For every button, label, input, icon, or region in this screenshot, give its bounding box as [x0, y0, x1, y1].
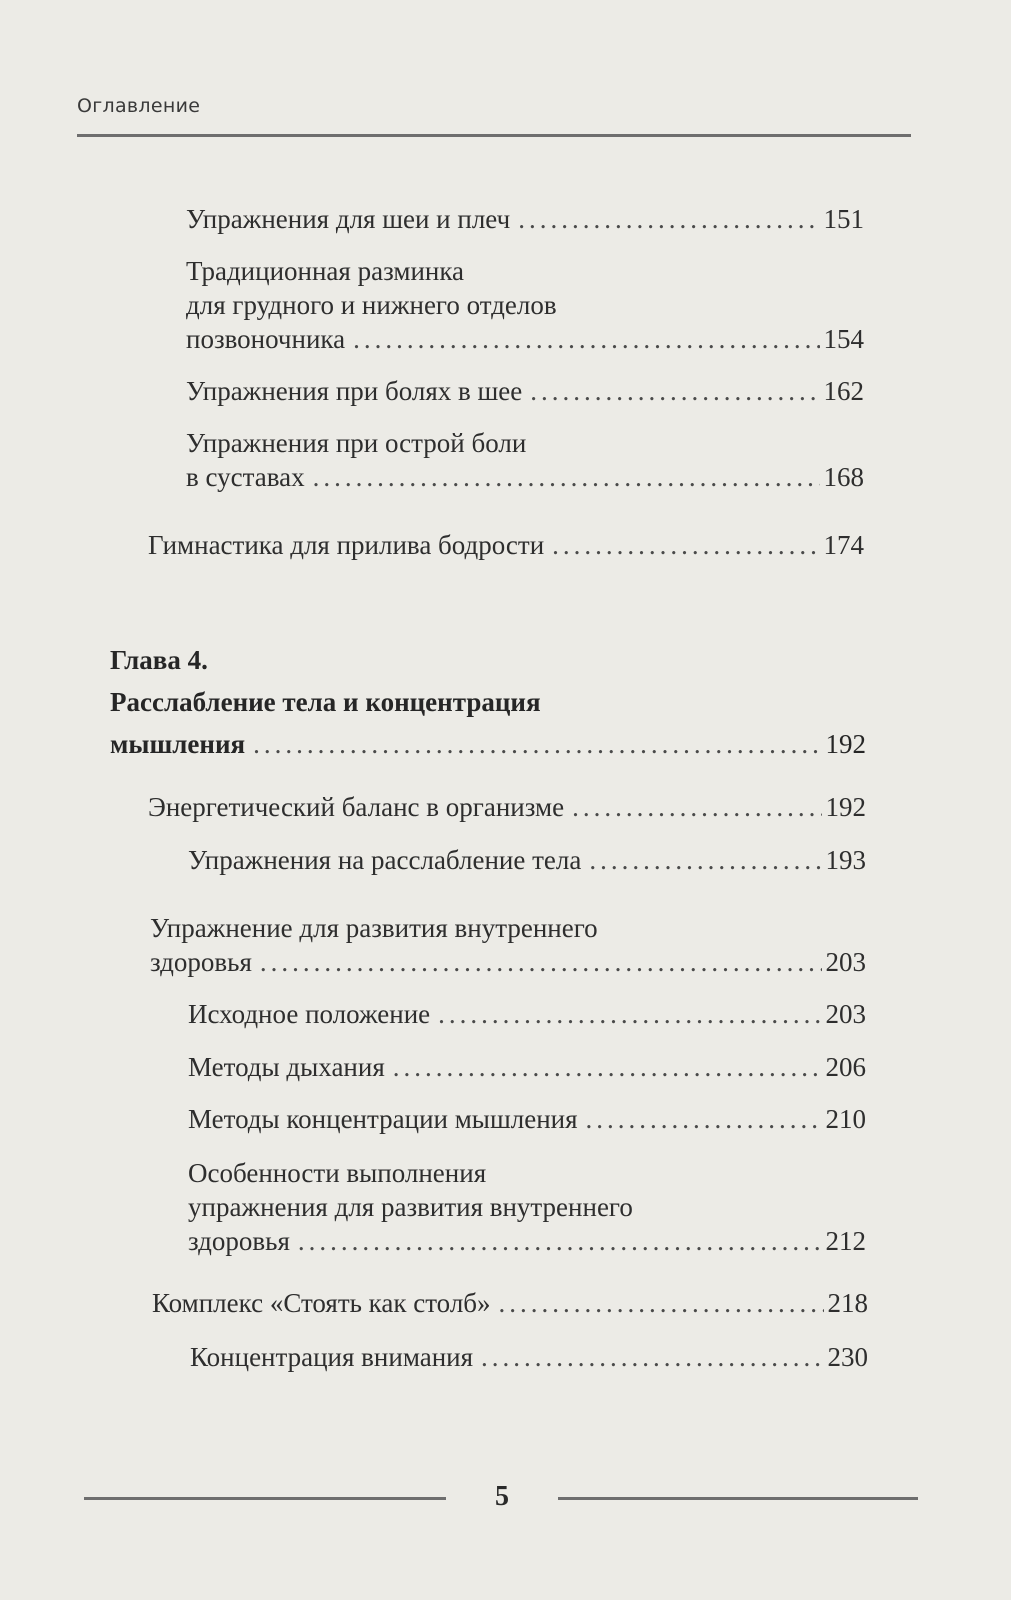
toc-entry-title: Концентрация внимания [190, 1342, 474, 1372]
dot-leader [589, 843, 821, 877]
toc-entry-page: 210 [825, 1104, 866, 1134]
dot-leader [353, 322, 819, 356]
toc-entry-title: Исходное положение [188, 999, 431, 1029]
toc-entry-title: Упражнения для шеи и плеч [186, 204, 511, 234]
toc-entry-title: Упражнения на расслабление тела [188, 845, 582, 875]
toc-entry-title-line: позвоночника [186, 324, 346, 354]
toc-entry-title-line: Традиционная разминка [186, 256, 465, 286]
toc-entry-page: 203 [825, 947, 866, 977]
dot-leader [552, 528, 819, 562]
toc-entry-title-line: Упражнения при острой боли [186, 428, 527, 458]
toc-entry[interactable] [148, 528, 864, 562]
dot-leader [298, 1224, 822, 1258]
toc-entry-title-line: Особенности выполнения [188, 1158, 487, 1188]
toc-entry[interactable] [186, 374, 864, 408]
page-number: 5 [495, 1481, 509, 1512]
toc-entry-page: 192 [825, 729, 866, 759]
toc-entry[interactable] [188, 1102, 866, 1136]
dot-leader [499, 1286, 824, 1320]
toc-entry-title: Гимнастика для прилива бодрости [148, 530, 545, 560]
dot-leader [253, 723, 821, 765]
toc-entry-title: Энергетический баланс в организме [148, 792, 565, 822]
toc-entry-title: Методы дыхания [188, 1052, 385, 1082]
toc-entry-title-line: упражнения для развития внутреннего [188, 1192, 633, 1222]
toc-entry-page: 206 [825, 1052, 866, 1082]
toc-entry[interactable] [150, 911, 866, 979]
dot-leader [260, 945, 822, 979]
header-rule [77, 134, 911, 137]
toc-entry[interactable] [186, 254, 864, 356]
footer-rule-right [558, 1497, 918, 1500]
dot-leader [481, 1340, 823, 1374]
toc-entry-page: 192 [825, 792, 866, 822]
toc-entry-title-line: здоровья [150, 947, 252, 977]
toc-entry-page: 154 [823, 324, 864, 354]
toc-entry-title-line: в суставах [186, 462, 305, 492]
toc-entry-title: Методы концентрации мышления [188, 1104, 578, 1134]
dot-leader [313, 460, 820, 494]
toc-entry[interactable] [188, 1156, 866, 1258]
running-head: Оглавление [77, 95, 201, 117]
toc-entry-page: 174 [823, 530, 864, 560]
toc-entry[interactable] [188, 1050, 866, 1084]
toc-entry-page: 218 [827, 1288, 868, 1318]
toc-entry-page: 230 [827, 1342, 868, 1372]
footer-rule-left [84, 1497, 446, 1500]
chapter-title-line: мышления [110, 729, 246, 759]
toc-entry-page: 162 [823, 376, 864, 406]
toc-entry[interactable] [148, 790, 866, 824]
toc-entry[interactable] [152, 1286, 868, 1320]
toc-entry-page: 168 [823, 462, 864, 492]
dot-leader [572, 790, 821, 824]
toc-entry[interactable] [190, 1340, 868, 1374]
toc-entry-page: 203 [825, 999, 866, 1029]
toc-entry-title-line: здоровья [188, 1226, 290, 1256]
toc-chapter-entry[interactable] [110, 639, 866, 765]
dot-leader [586, 1102, 822, 1136]
dot-leader [530, 374, 819, 408]
toc-entry[interactable] [186, 202, 864, 236]
chapter-title-line: Расслабление тела и концентрация [110, 687, 541, 717]
toc-entry-page: 193 [825, 845, 866, 875]
dot-leader [518, 202, 819, 236]
toc-entry-title: Упражнения при болях в шее [186, 376, 523, 406]
toc-entry-title-line: Упражнение для развития внутреннего [150, 913, 598, 943]
dot-leader [393, 1050, 822, 1084]
chapter-number: Глава 4. [110, 645, 208, 675]
toc-entry-page: 151 [823, 204, 864, 234]
toc-entry-title-line: для грудного и нижнего отделов [186, 290, 557, 320]
dot-leader [438, 997, 821, 1031]
toc-entry-title: Комплекс «Стоять как столб» [152, 1288, 491, 1318]
toc-entry[interactable] [188, 843, 866, 877]
toc-entry[interactable] [188, 997, 866, 1031]
toc-entry[interactable] [186, 426, 864, 494]
toc-entry-page: 212 [825, 1226, 866, 1256]
